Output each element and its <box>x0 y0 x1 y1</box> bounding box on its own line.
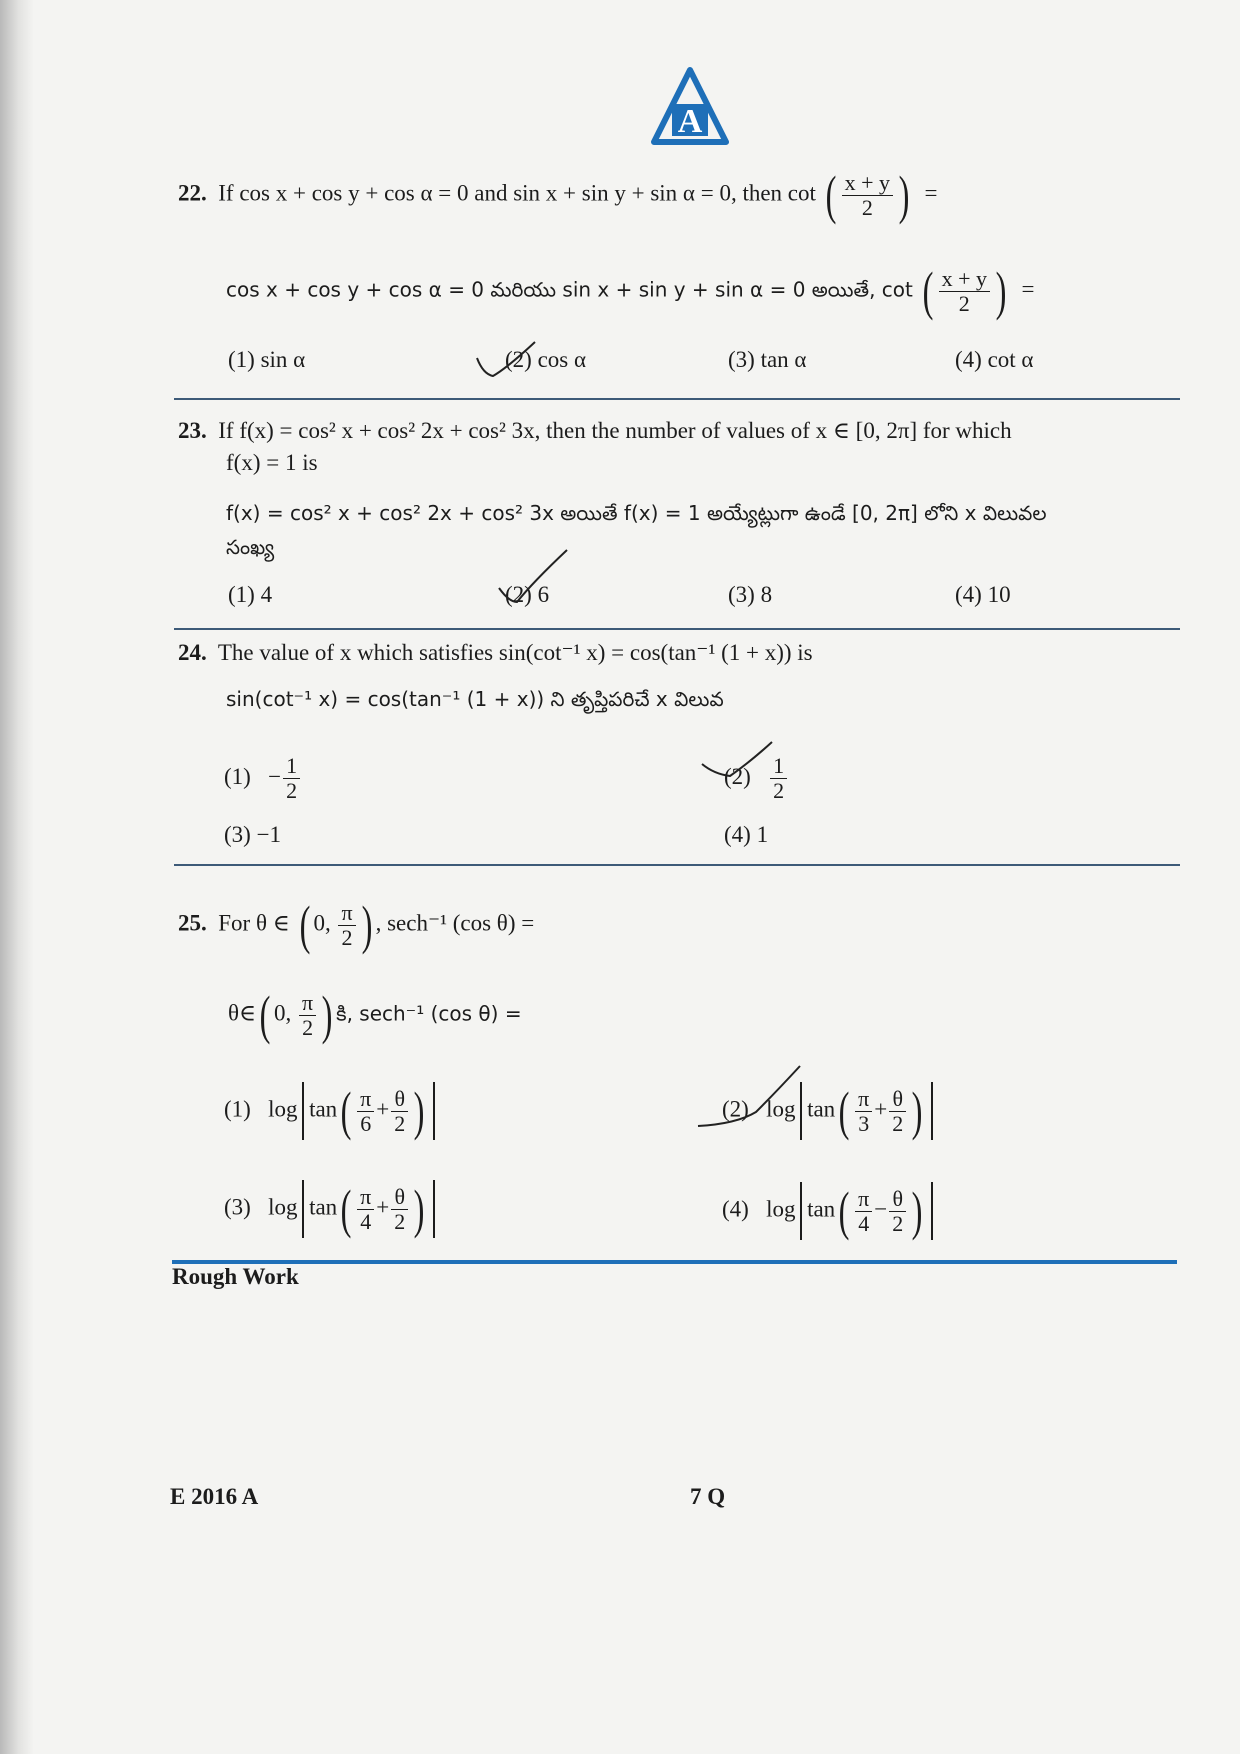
q25-opt2-pi: π <box>855 1087 872 1112</box>
q22-handwritten-check-icon <box>475 338 555 380</box>
q22-option-3: (3) tan α <box>728 347 807 372</box>
q22-fraction <box>842 171 893 220</box>
q22-option-4: (4) cot α <box>955 347 1034 372</box>
q25-opt1-theta: θ <box>391 1087 408 1112</box>
q25-opt2-frac-pi <box>855 1087 872 1136</box>
q25-opt3-abs-right <box>433 1180 435 1238</box>
q25-opt2-abs-right <box>931 1082 933 1140</box>
q24-telugu-line <box>226 684 724 714</box>
q25-opt2-log: log <box>766 1096 796 1122</box>
q25-opt4-frac-theta <box>889 1187 906 1236</box>
q24-handwritten-check-icon <box>700 740 780 786</box>
q22-te-equals: = <box>1021 276 1035 302</box>
q25-opt4-theta: θ <box>889 1187 906 1212</box>
q23-telugu-line-2 <box>226 532 274 562</box>
q25-english-prefix: For θ ∈ <box>218 910 290 936</box>
q22-telugu-text: cos x + cos y + cos α = 0 మరియు sin x + sin y + sin α = 0 అయితే, cot <box>226 277 913 302</box>
q24-number: 24. <box>178 640 207 665</box>
q25-opt4-log: log <box>766 1196 796 1222</box>
divider-rule-1 <box>174 398 1180 400</box>
q22-equals: = <box>924 180 938 206</box>
q23-option-4: (4) 10 <box>955 582 1011 607</box>
divider-rule-3 <box>174 864 1180 866</box>
q23-option-2: (2) 6 <box>505 582 550 607</box>
q25-option-1-label: (1) <box>224 1096 251 1122</box>
q25-te-two: 2 <box>302 1014 314 1040</box>
q25-telugu-suffix: కి, sech⁻¹ (cos θ) = <box>336 1001 522 1026</box>
q25-option-3 <box>224 1180 440 1238</box>
q23-number: 23. <box>178 418 207 443</box>
q25-paren-open: ( <box>299 895 310 955</box>
q23-telugu-text-1: f(x) = cos² x + cos² 2x + cos² 3x అయితే f(x) = 1 అయ్యేట్లుగా ఉండే [0, 2π] లోని x విలువల <box>226 501 1047 525</box>
q24-english-line <box>178 638 813 668</box>
q25-opt3-den: 4 <box>360 1208 372 1234</box>
q25-opt4-frac-pi <box>855 1187 872 1236</box>
q24-option-4: (4) 1 <box>724 822 769 847</box>
q22-paren-close: ) <box>898 165 910 225</box>
q25-telugu-line <box>228 985 522 1045</box>
q24-option-1 <box>224 754 302 803</box>
q25-opt4-pi: π <box>855 1187 872 1212</box>
rough-work-rule <box>172 1260 1177 1264</box>
q25-pi-over-2 <box>338 901 355 950</box>
q23-option-1: (1) 4 <box>228 582 273 607</box>
q25-opt4-paren-close: ) <box>911 1181 923 1241</box>
q23-telugu-text-2: సంఖ్య <box>226 535 275 559</box>
q24-opt2-num: 1 <box>770 754 787 779</box>
q25-te-paren-close: ) <box>321 985 333 1045</box>
q25-opt4-paren-open: ( <box>838 1181 850 1241</box>
q22-option-2: (2) cos α <box>505 347 587 372</box>
q25-opt2-paren-open: ( <box>838 1081 850 1141</box>
q25-te-paren-open: ( <box>259 985 271 1045</box>
q25-opt1-pi: π <box>357 1087 374 1112</box>
q24-option-1-label: (1) <box>224 763 251 789</box>
q25-opt3-frac-theta <box>391 1185 408 1234</box>
q22-te-frac-den: 2 <box>958 290 970 316</box>
q25-te-pi: π <box>299 991 316 1016</box>
q24-option-1-sign: − <box>268 763 282 789</box>
q22-option-1: (1) sin α <box>228 347 306 372</box>
q22-english-text: If cos x + cos y + cos α = 0 and sin x + sin y + sin α = 0, then cot <box>218 180 816 206</box>
q25-opt3-op: + <box>376 1194 390 1220</box>
q25-opt2-den: 3 <box>858 1110 870 1136</box>
q24-opt2-den: 2 <box>773 778 785 803</box>
set-a-triangle-badge <box>650 66 730 150</box>
q25-opt3-log: log <box>268 1194 298 1220</box>
q25-english-line <box>178 895 535 955</box>
q25-number: 25. <box>178 910 207 936</box>
q25-opt2-tan: tan <box>807 1096 836 1122</box>
q25-option-1 <box>224 1082 440 1140</box>
q25-opt1-paren-open: ( <box>340 1081 352 1141</box>
q25-te-pi-over-2 <box>299 991 316 1040</box>
q24-telugu-text: sin(cot⁻¹ x) = cos(tan⁻¹ (1 + x)) ని తృప్తిపరిచే x విలువ <box>226 687 724 711</box>
scan-shadow-edge <box>0 0 34 1754</box>
q25-opt1-frac-pi <box>357 1087 374 1136</box>
q25-opt4-op: − <box>874 1196 888 1222</box>
q25-opt1-abs-right <box>433 1082 435 1140</box>
q25-opt3-paren-open: ( <box>340 1179 352 1239</box>
page-number: 7 Q <box>690 1484 726 1509</box>
q25-pi: π <box>338 901 355 926</box>
q25-opt1-den: 6 <box>360 1110 372 1136</box>
q23-english-text-1: If f(x) = cos² x + cos² 2x + cos² 3x, then the number of values of x ∈ [0, 2π] for which <box>218 418 1012 443</box>
q25-opt1-op: + <box>376 1096 390 1122</box>
q24-option-2-label: (2) <box>724 763 751 789</box>
q25-opt2-frac-theta <box>889 1087 906 1136</box>
q22-frac-den: 2 <box>861 194 873 220</box>
q23-telugu-line-1 <box>226 498 1047 528</box>
q25-opt2-paren-close: ) <box>911 1081 923 1141</box>
q24-english-text: The value of x which satisfies sin(cot⁻¹ x) = cos(tan⁻¹ (1 + x)) is <box>217 640 813 665</box>
rough-work-label: Rough Work <box>172 1264 299 1289</box>
q25-opt4-two: 2 <box>892 1210 904 1236</box>
q25-option-4 <box>722 1182 938 1240</box>
q25-opt4-tan: tan <box>807 1196 836 1222</box>
q22-frac-num: x + y <box>842 171 893 196</box>
q25-opt4-abs-right <box>931 1182 933 1240</box>
q22-te-paren-close: ) <box>995 261 1007 321</box>
q24-opt1-num: 1 <box>283 754 300 779</box>
q24-opt1-den: 2 <box>286 778 298 803</box>
q22-te-paren-open: ( <box>922 261 933 321</box>
q23-english-line-1 <box>178 416 1012 446</box>
exam-code: E 2016 A <box>170 1484 259 1509</box>
q25-opt2-two: 2 <box>892 1110 904 1136</box>
q25-telugu-prefix: θ∈ <box>228 1000 257 1026</box>
q25-opt1-log: log <box>268 1096 298 1122</box>
q23-handwritten-check-icon <box>495 546 575 606</box>
q22-telugu-line <box>226 261 1035 321</box>
q25-opt4-den: 4 <box>858 1210 870 1236</box>
q25-opt2-op: + <box>874 1096 888 1122</box>
q22-te-frac-num: x + y <box>939 267 990 292</box>
q25-opt3-two: 2 <box>394 1208 406 1234</box>
q25-opt3-paren-close: ) <box>413 1179 425 1239</box>
q25-handwritten-check-icon <box>696 1062 806 1132</box>
q25-opt1-frac-theta <box>391 1087 408 1136</box>
q25-opt2-theta: θ <box>889 1087 906 1112</box>
set-letter: A <box>677 103 703 140</box>
q25-opt1-two: 2 <box>394 1110 406 1136</box>
q24-option-3: (3) −1 <box>224 822 282 847</box>
q25-opt3-tan: tan <box>309 1194 338 1220</box>
q22-number: 22. <box>178 180 207 206</box>
q25-opt3-pi: π <box>357 1185 374 1210</box>
q25-two: 2 <box>341 924 353 950</box>
q25-english-suffix: , sech⁻¹ (cos θ) = <box>375 910 535 936</box>
q25-paren-close: ) <box>361 895 372 955</box>
q25-option-2-label: (2) <box>722 1096 749 1122</box>
q25-opt3-theta: θ <box>391 1185 408 1210</box>
divider-rule-2 <box>174 628 1180 630</box>
q22-paren-open: ( <box>825 165 837 225</box>
q25-option-3-label: (3) <box>224 1194 251 1220</box>
q25-opt3-abs-left <box>302 1180 304 1238</box>
q22-te-fraction <box>939 267 990 316</box>
q22-english-line <box>178 165 938 225</box>
q25-interval-left: 0, <box>313 910 331 936</box>
q25-opt1-abs-left <box>302 1082 304 1140</box>
q23-english-line-2: f(x) = 1 is <box>226 450 318 475</box>
q23-option-3: (3) 8 <box>728 582 773 607</box>
q25-opt1-tan: tan <box>309 1096 338 1122</box>
q25-opt4-abs-left <box>800 1182 802 1240</box>
q25-te-interval-left: 0, <box>274 1000 292 1026</box>
q24-option-1-fraction <box>283 754 300 803</box>
q25-option-4-label: (4) <box>722 1196 749 1222</box>
q25-opt3-frac-pi <box>357 1185 374 1234</box>
q25-opt1-paren-close: ) <box>413 1081 425 1141</box>
